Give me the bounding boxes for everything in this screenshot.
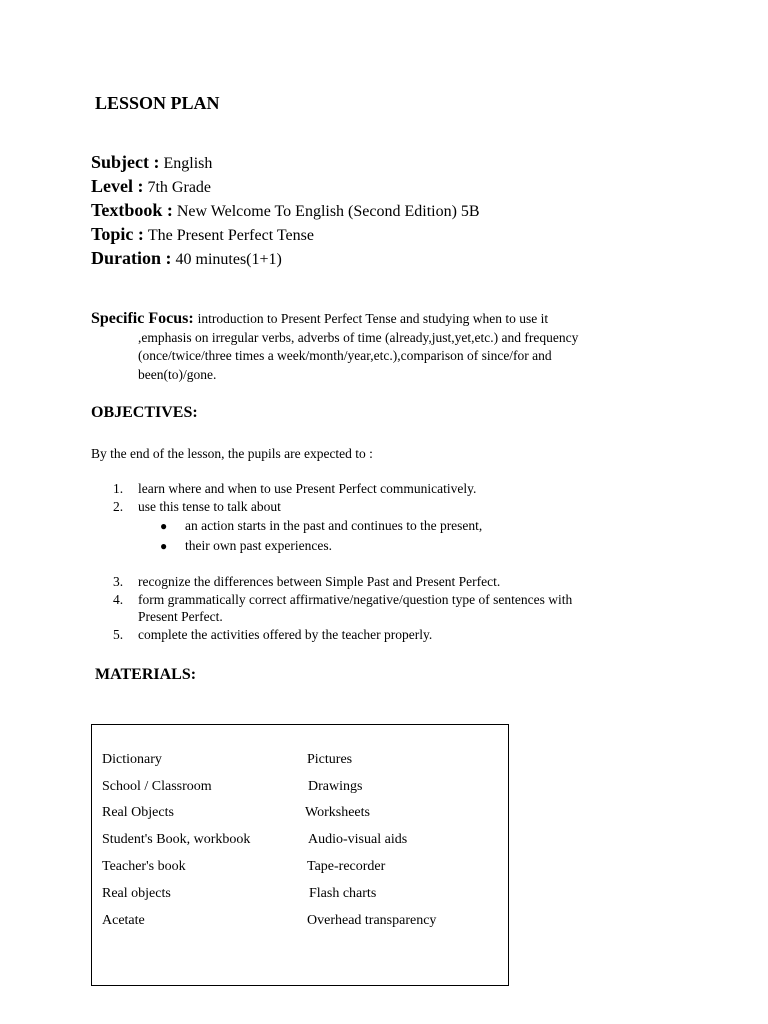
list-item: complete the activities offered by the teacher properly. [138, 627, 433, 642]
bullet-item: their own past experiences. [185, 538, 332, 553]
material-item: Pictures [307, 752, 353, 767]
material-item: Real Objects [102, 805, 174, 820]
bullet-icon: ● [160, 539, 168, 553]
list-number: 5. [113, 627, 124, 642]
material-item: Student's Book, workbook [102, 832, 251, 847]
material-item: Worksheets [305, 805, 370, 820]
list-number: 2. [113, 499, 124, 514]
textbook-label: Textbook : [91, 200, 173, 220]
duration-label: Duration : [91, 248, 172, 268]
page-title: LESSON PLAN [95, 93, 220, 113]
level-label: Level : [91, 176, 144, 196]
topic-row [91, 224, 314, 245]
list-item: form grammatically correct affirmative/negative/question type of sentences with [138, 592, 573, 607]
duration-value: 40 minutes(1+1) [175, 251, 282, 268]
textbook-row [91, 200, 480, 221]
topic-label: Topic : [91, 224, 144, 244]
specific-focus-line: (once/twice/three times a week/month/year,etc.),comparison of since/for and [138, 348, 552, 363]
textbook-value: New Welcome To English (Second Edition) 5B [176, 203, 480, 220]
material-item: Flash charts [309, 886, 377, 901]
bullet-item: an action starts in the past and continues to the present, [185, 518, 483, 533]
duration-row [91, 248, 282, 269]
material-item: Drawings [308, 779, 363, 794]
objectives-heading: OBJECTIVES: [91, 404, 198, 421]
list-item: recognize the differences between Simple Past and Present Perfect. [138, 574, 501, 589]
specific-focus-line: been(to)/gone. [138, 367, 217, 382]
materials-box [91, 724, 509, 986]
specific-focus-label: Specific Focus: [91, 310, 194, 327]
material-item: Acetate [102, 913, 145, 928]
material-item: Dictionary [102, 752, 162, 767]
material-item: Real objects [102, 886, 171, 901]
material-item: Tape-recorder [307, 859, 386, 874]
specific-focus [91, 310, 548, 328]
materials-heading: MATERIALS: [95, 666, 197, 683]
material-item: Teacher's book [102, 859, 186, 874]
level-row [91, 176, 211, 197]
specific-focus-line: ,emphasis on irregular verbs, adverbs of time (already,just,yet,etc.) and frequency [138, 330, 579, 345]
list-number: 3. [113, 574, 124, 589]
list-item: use this tense to talk about [138, 499, 281, 514]
subject-label: Subject : [91, 152, 160, 172]
material-item: Overhead transparency [307, 913, 437, 928]
list-number: 4. [113, 592, 124, 607]
bullet-icon: ● [160, 519, 168, 533]
material-item: School / Classroom [102, 779, 212, 794]
topic-value: The Present Perfect Tense [147, 227, 314, 244]
objectives-intro: By the end of the lesson, the pupils are expected to : [91, 446, 373, 461]
level-value: 7th Grade [147, 179, 212, 196]
list-item: learn where and when to use Present Perfect communicatively. [138, 481, 477, 496]
subject-value: English [163, 155, 213, 172]
subject-row [91, 152, 212, 173]
material-item: Audio-visual aids [308, 832, 408, 847]
list-number: 1. [113, 481, 124, 496]
list-item-continued: Present Perfect. [138, 609, 223, 624]
specific-focus-text: introduction to Present Perfect Tense and studying when to use it [197, 311, 549, 326]
